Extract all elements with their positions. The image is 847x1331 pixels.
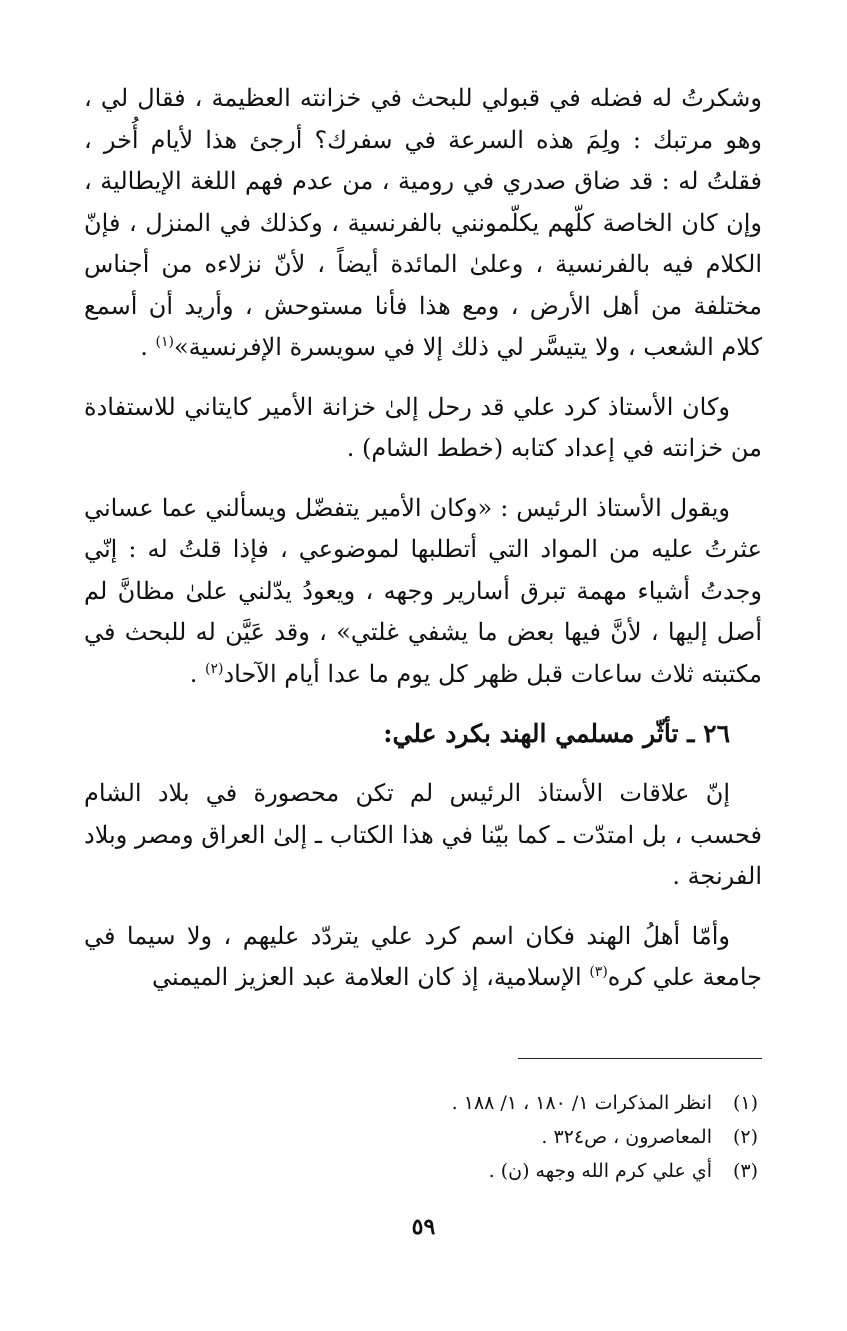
section-heading: ٢٦ ـ تأثّر مسلمي الهند بكرد علي: — [383, 719, 730, 748]
footnote-number: (٣) — [732, 1160, 758, 1182]
footnote-ref: (٣) — [589, 964, 608, 980]
footnotes — [84, 1086, 762, 1188]
paragraph-text: ويقول الأستاذ الرئيس : «وكان الأمير يتفضّل ويسألني عما عساني عثرتُ عليه من المواد التي أتطلبها لموضوعي ، فإذا قلتُ له : إنّي وجدتُ أشياء مهمة تبرق أسارير وجهه ، ويعودُ يدّلني علىٰ مظانَّ لم أصل إليها ، لأنَّ فيها بعض ما يشفي غلتي» ، وقد عَيَّن له للبحث في مكتبته ثلاث ساعات قبل ظهر كل يوم ما عدا أيام الآحاد — [84, 493, 762, 688]
paragraph-text: وكان الأستاذ كرد علي قد رحل إلىٰ خزانة الأمير كايتاني للاستفادة من خزانته في إعداد كتابه (خطط الشام) . — [84, 392, 762, 462]
footnote-text: المعاصرون ، ص٣٢٤ . — [541, 1126, 712, 1148]
footnote-item — [84, 1154, 762, 1188]
paragraph-text: وشكرتُ له فضله في قبولي للبحث في خزانته العظيمة ، فقال لي ، وهو مرتبك : ولِمَ هذه السرعة في سفرك؟ أرجئ هذا لأيام أُخر ، فقلتُ له : قد ضاق صدري في رومية ، من عدم فهم اللغة الإيطالية ، وإن كان الخاصة كلّهم يكلّمونني بالفرنسية ، وكذلك في المنزل ، فإنّ الكلام فيه بالفرنسية ، وعلىٰ المائدة أيضاً ، لأنّ نزلاءه من أجناس مختلفة من أهل الأرض ، ومع هذا فأنا مستوحش ، وأريد أن أسمع كلام الشعب ، ولا يتيسَّر لي ذلك إلا في سويسرة الإفرنسية» — [84, 84, 762, 361]
paragraph-4 — [84, 773, 762, 898]
footnote-number: (١) — [732, 1092, 758, 1114]
page-number: ٥٩ — [411, 1214, 436, 1240]
footnote-text: انظر المذكرات ١/ ١٨٠ ، ١/ ١٨٨ . — [451, 1092, 712, 1114]
footnote-ref: (٢) — [204, 660, 224, 677]
footnote-divider — [518, 1058, 762, 1059]
footnote-number: (٢) — [732, 1126, 758, 1148]
paragraph-1 — [84, 78, 762, 369]
paragraph-tail: الإسلامية، إذ كان العلامة عبد العزيز الميمني — [151, 963, 590, 991]
paragraph-text: وأمّا أهلُ الهند فكان اسم كرد علي يتردّد عليهم ، ولا سيما في جامعة علي كره — [84, 921, 762, 991]
paragraph-text: إنّ علاقات الأستاذ الرئيس لم تكن محصورة في بلاد الشام فحسب ، بل امتدّت ـ كما بيّنا في هذا الكتاب ـ إلىٰ العراق ومصر وبلاد الفرنجة . — [84, 779, 762, 890]
paragraph-tail: . — [189, 659, 205, 688]
main-text — [84, 78, 762, 1017]
footnote-item — [84, 1086, 762, 1120]
paragraph-tail: . — [140, 333, 156, 361]
paragraph-3 — [84, 488, 762, 696]
footnote-ref: (١) — [155, 334, 174, 350]
footnote-item — [84, 1120, 762, 1154]
paragraph-2 — [84, 387, 762, 470]
paragraph-5 — [84, 916, 762, 999]
footnote-text: أي علي كرم الله وجهه (ن) . — [488, 1160, 712, 1182]
